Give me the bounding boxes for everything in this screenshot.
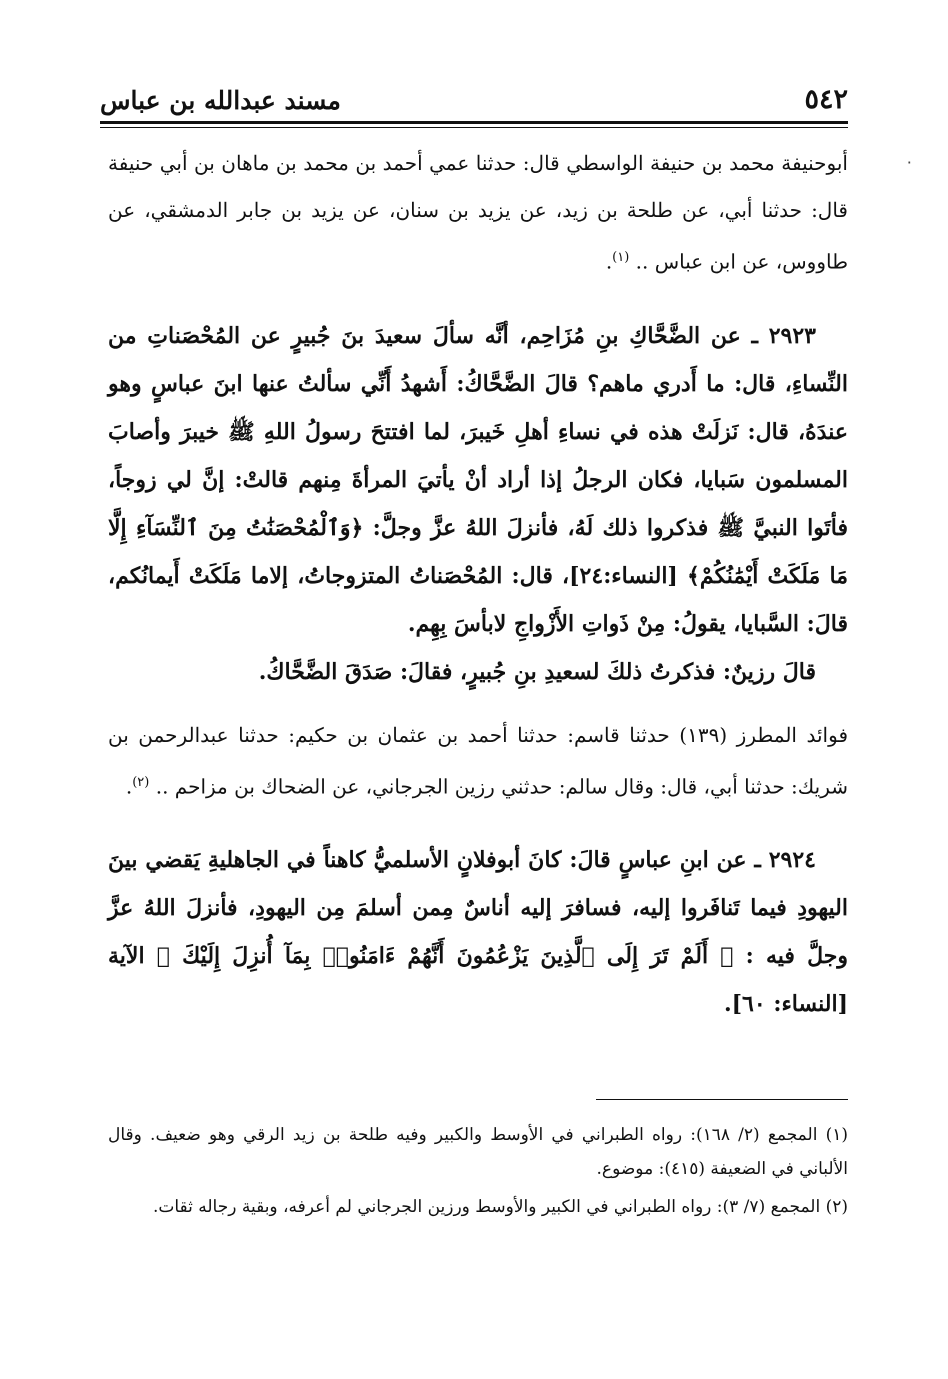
source-citation-1-text: أبوحنيفة محمد بن حنيفة الواسطي قال: حدثنا عمي أحمد بن محمد بن ماهان بن أبي حنيفة قال: حدثنا أبي، عن طلحة بن زيد، عن يزيد بن سنان، عن يزيد بن جابر الدمشقي، عن طاووس، عن ابن عباس .. — [108, 151, 848, 274]
hadith-2924-number: ٢٩٢٤ ـ — [754, 847, 816, 874]
hadith-2924 — [108, 836, 848, 1028]
footnote-ref-2: (٢) — [132, 774, 150, 790]
footnote-separator — [596, 1099, 848, 1100]
hadith-2924-text: عن ابنِ عباسٍ قالَ: كانَ أبوفلانٍ الأسلميُّ كاهناً في الجاهليةِ يَقضي بينَ اليهودِ فيما تَنافَروا إليه، فسافرَ إليه أناسٌ مِمن أسلمَ مِن اليهودِ، فأنزلَ اللهُ عزَّ وجلَّ فيه : ﴿ أَلَمْ تَرَ إِلَى ٱلَّذِينَ يَزْعُمُونَ أَنَّهُمْ ءَامَنُوا۟ بِمَآ أُنزِلَ إِلَيْكَ ﴾ الآية [النساء: ٦٠]. — [108, 847, 848, 1018]
footnote-1: (١) المجمع (٢/ ١٦٨): رواه الطبراني في الأوسط والكبير وفيه طلحة بن زيد الرقي وهو ضعيف. وقال الألباني في الضعيفة (٤١٥): موضوع. — [108, 1125, 848, 1179]
hadith-2923-addendum: قالَ رزينٌ: فذكرتُ ذلكَ لسعيدِ بنِ جُبيرٍ، فقالَ: صَدَقَ الضَّحَّاكُ. — [258, 658, 816, 685]
header-rule — [100, 121, 848, 124]
margin-mark: ٠ — [905, 152, 914, 171]
source-citation-1: أبوحنيفة محمد بن حنيفة الواسطي قال: حدثنا عمي أحمد بن محمد بن ماهان بن أبي حنيفة قال: حدثنا أبي، عن طلحة بن زيد، عن يزيد بن سنان، عن يزيد بن جابر الدمشقي، عن طاووس، عن ابن عباس .. $^{(١)}$. — [108, 151, 848, 274]
main-text — [108, 140, 848, 1028]
header-rule-thin — [100, 127, 848, 128]
hadith-2923-text: عن الضَّحَّاكِ بنِ مُزَاحِم، أنَّه سألَ سعيدَ بنَ جُبيرٍ عن المُحْصَناتِ من النِّساءِ، قال: ما أَدري ماهم؟ قالَ الضَّحَّاكُ: أَشهدُ أَنِّي سألتُ عنها ابنَ عباسٍ وهو عندَهُ، قال: نَزلَتْ هذه في نساءِ أهلِ خَيبرَ، لما افتتحَ رسولُ اللهِ ﷺ خيبرَ وأصابَ المسلمون سَبايا، فكان الرجلُ إذا أراد أنْ يأتيَ المرأةَ مِنهم قالتْ: إنَّ لي زوجاً، فأتَوا النبيَّ ﷺ فذكروا ذلك لَهُ، فأنزلَ اللهُ عزَّ وجلَّ: ﴿وَٱلْمُحْصَنَٰتُ مِنَ ٱلنِّسَآءِ إِلَّا مَا مَلَكَتْ أَيْمَٰنُكُمْ﴾ [النساء:٢٤]، قال: المُحْصَناتُ المتزوجاتُ، إلاما مَلَكَتْ أَيمانُكم، قالَ: السَّبايا، يقولُ: مِنْ ذَواتِ الأَزْواجِ لابأسَ بِهِم. — [108, 322, 849, 637]
spacer — [108, 696, 848, 712]
footnote-2: (٢) المجمع (٧/ ٣): رواه الطبراني في الكبير والأوسط ورزين الجرجاني لم أعرفه، وبقية رجاله ثقات. — [152, 1197, 848, 1217]
footnote-ref-1: (١) — [612, 250, 630, 265]
source-citation-2: فوائد المطرز (١٣٩) حدثنا قاسم: حدثنا أحمد بن عثمان بن حكيم: حدثنا عبدالرحمن بن شريك: حدثنا أبي، قال: وقال سالم: حدثني رزين الجرجاني، عن الضحاك بن مزاحم .. $^{(٢)}$. — [108, 722, 849, 799]
spacer — [108, 810, 848, 836]
footnotes — [108, 1118, 848, 1228]
hadith-2923 — [108, 312, 848, 648]
spacer — [108, 286, 848, 312]
source-citation-2-text: فوائد المطرز (١٣٩) حدثنا قاسم: حدثنا أحمد بن عثمان بن حكيم: حدثنا عبدالرحمن بن شريك: حدثنا أبي، قال: وقال سالم: حدثني رزين الجرجاني، عن الضحاك بن مزاحم .. — [108, 722, 849, 799]
hadith-2923-number: ٢٩٢٣ ـ — [751, 322, 816, 349]
running-title: مسند عبدالله بن عباس — [100, 86, 341, 115]
page-number: ٥٤٢ — [804, 84, 848, 115]
